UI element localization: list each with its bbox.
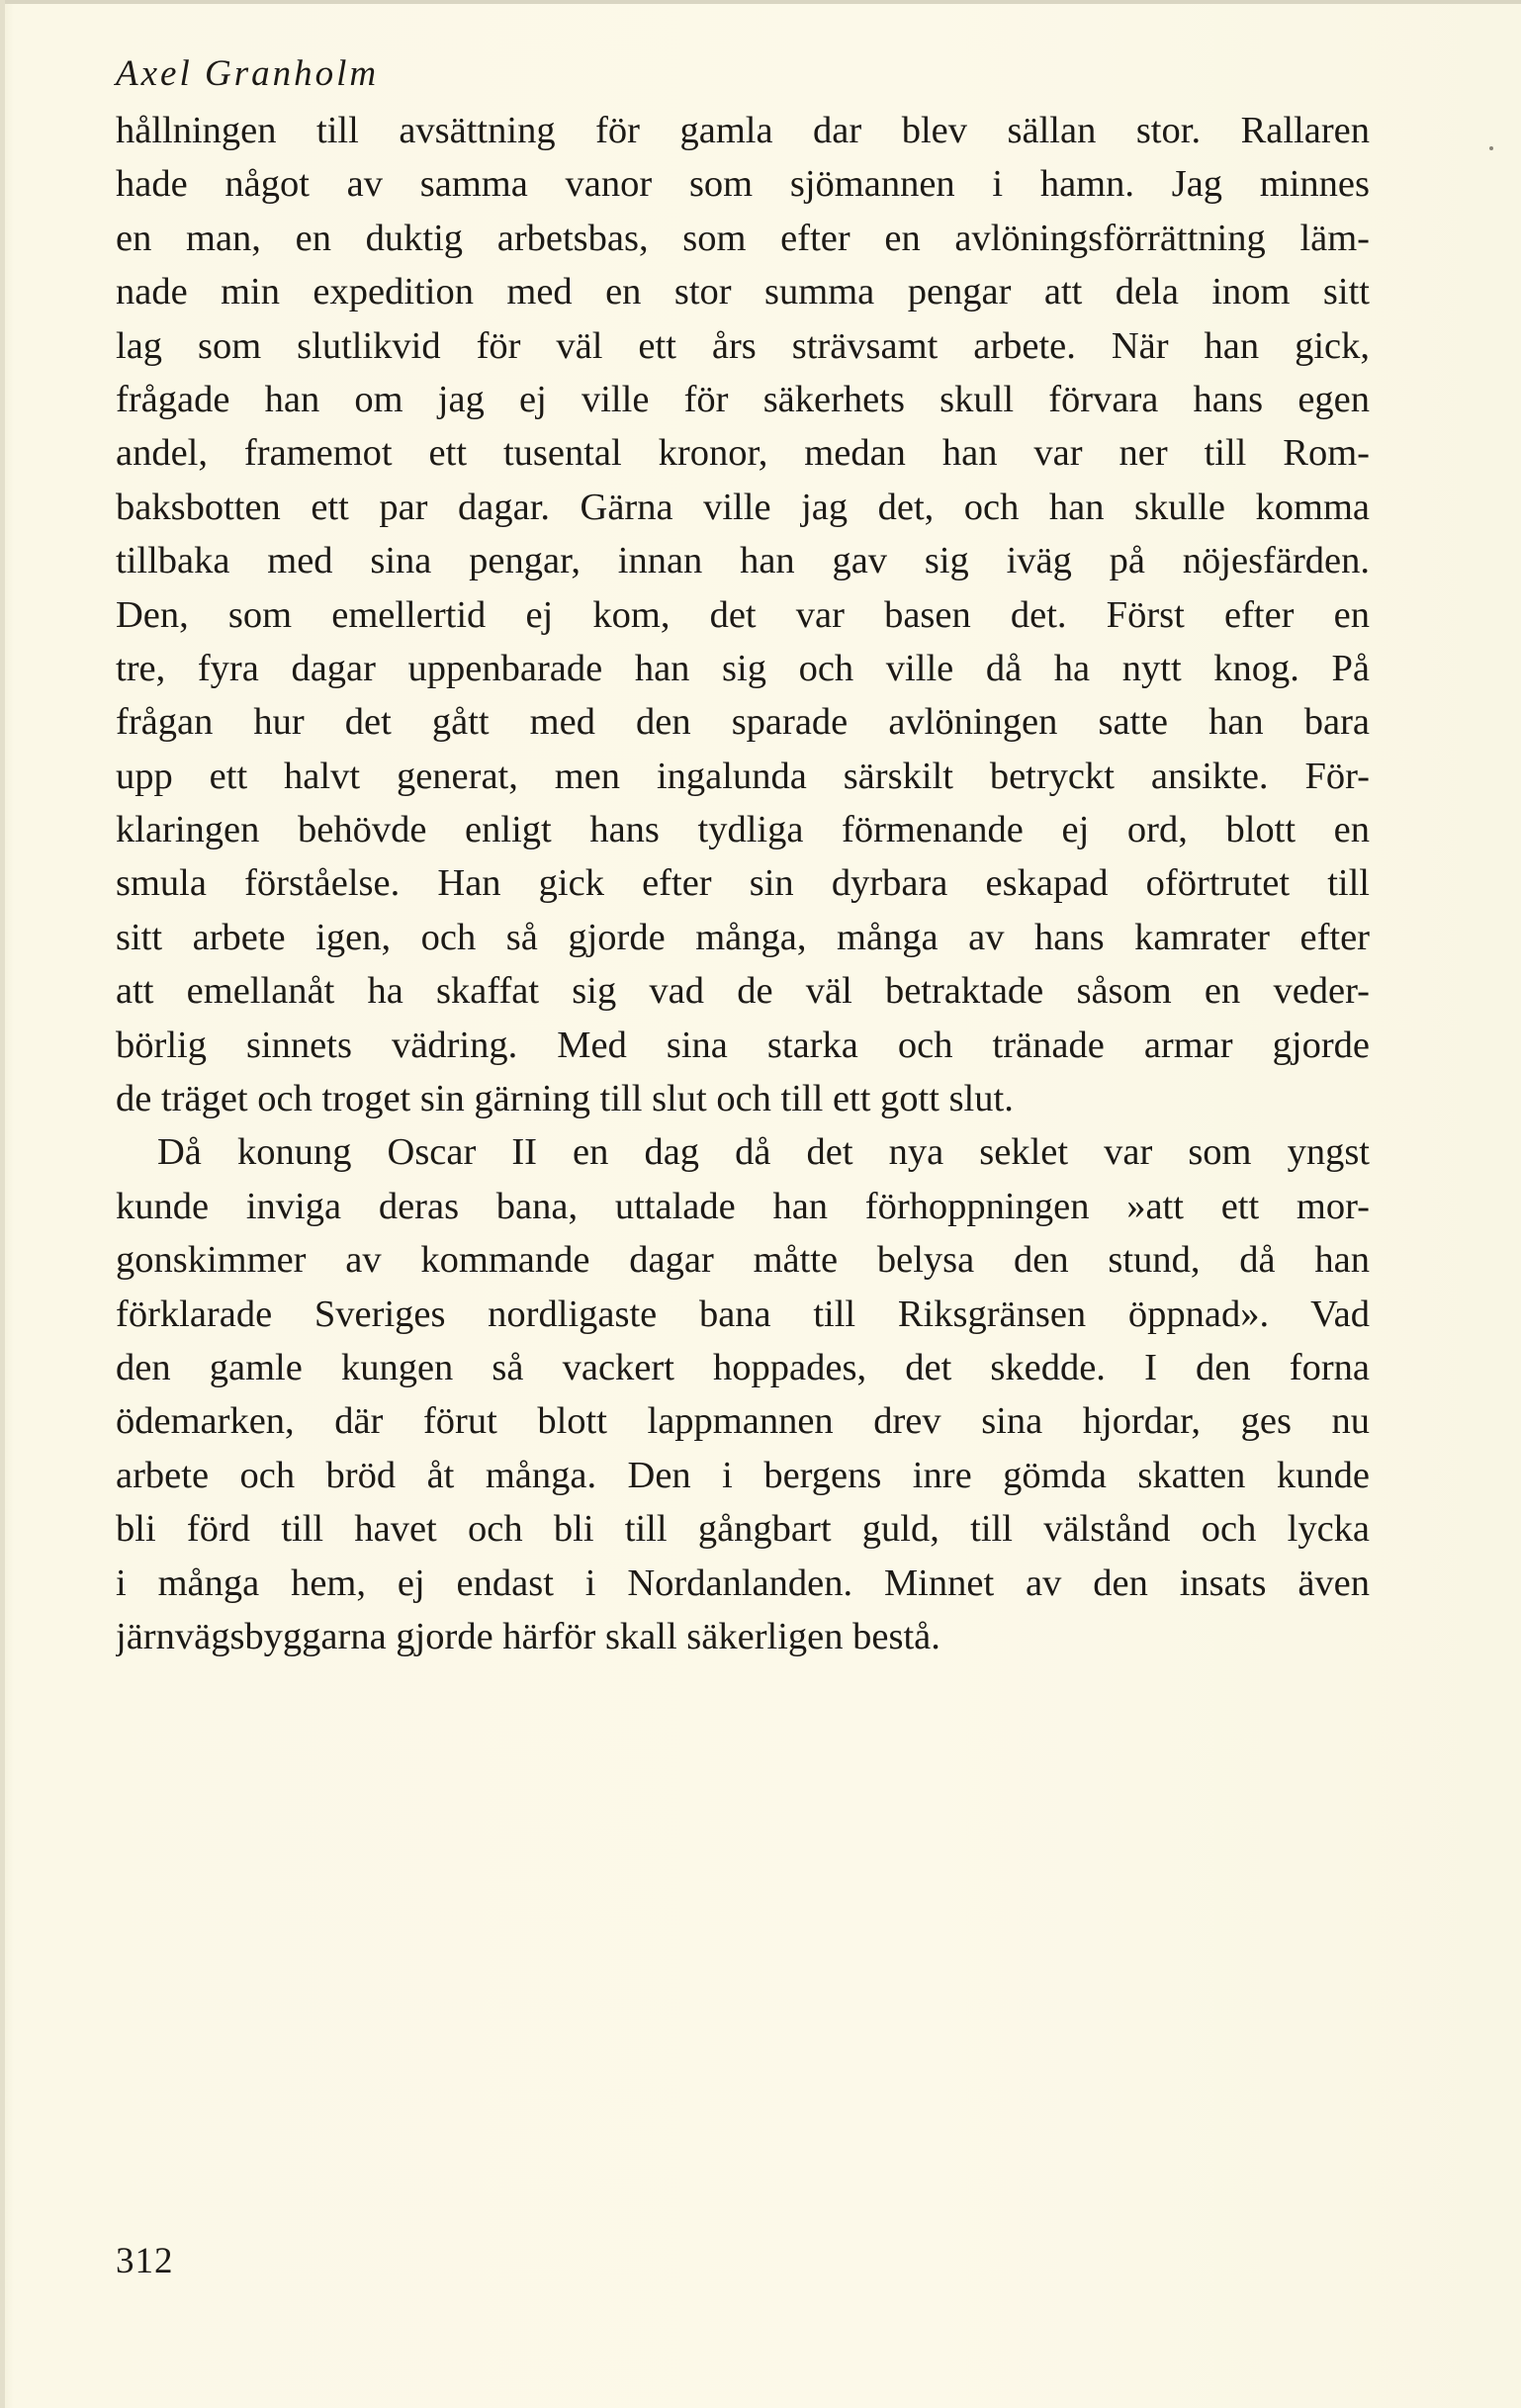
text-line: frågade han om jag ej ville för säkerhets skull förvara hans egen bbox=[116, 378, 1370, 420]
text-line: den gamle kungen så vackert hoppades, det skedde. I den forna bbox=[116, 1346, 1370, 1388]
text-line: järnvägsbyggarna gjorde härför skall säkerligen bestå. bbox=[116, 1615, 940, 1657]
text-line: hade något av samma vanor som sjömannen i hamn. Jag minnes bbox=[116, 163, 1370, 206]
text-line: kunde inviga deras bana, uttalade han förhoppningen »att ett mor- bbox=[116, 1185, 1370, 1227]
text-line: i många hem, ej endast i Nordanlanden. Minnet av den insats även bbox=[116, 1561, 1370, 1604]
text-line: sitt arbete igen, och så gjorde många, många av hans kamrater efter bbox=[116, 916, 1370, 958]
page-number: 312 bbox=[116, 2241, 174, 2281]
text-line: Den, som emellertid ej kom, det var basen det. Först efter en bbox=[116, 593, 1370, 636]
text-line: att emellanåt ha skaffat sig vad de väl betraktade såsom en veder- bbox=[116, 970, 1370, 1013]
text-line: förklarade Sveriges nordligaste bana till Riksgränsen öppnad». Vad bbox=[116, 1293, 1370, 1335]
text-line: hållningen till avsättning för gamla dar blev sällan stor. Rallaren bbox=[116, 110, 1370, 151]
page-binding-edge bbox=[0, 0, 5, 2408]
paragraph bbox=[116, 1125, 1370, 1663]
text-line: tillbaka med sina pengar, innan han gav sig iväg på nöjesfärden. bbox=[116, 540, 1370, 582]
text-line: Då konung Oscar II en dag då det nya seklet var som yngst bbox=[157, 1131, 1370, 1174]
text-line: tre, fyra dagar uppenbarade han sig och ville då ha nytt knog. På bbox=[116, 647, 1370, 689]
text-line: de träget och troget sin gärning till slut och till ett gott slut. bbox=[116, 1078, 1014, 1120]
page-top-edge bbox=[0, 0, 1521, 4]
text-line: upp ett halvt generat, men ingalunda särskilt betryckt ansikte. För- bbox=[116, 755, 1370, 797]
text-line: lag som slutlikvid för väl ett års strävsamt arbete. När han gick, bbox=[116, 324, 1370, 367]
text-line: frågan hur det gått med den sparade avlöningen satte han bara bbox=[116, 701, 1370, 744]
running-head-author: Axel Granholm bbox=[116, 53, 380, 94]
paragraph bbox=[116, 104, 1370, 1125]
text-line: gonskimmer av kommande dagar måtte belysa den stund, då han bbox=[116, 1239, 1370, 1282]
text-line: en man, en duktig arbetsbas, som efter en avlöningsförrättning läm- bbox=[116, 217, 1370, 259]
text-line: andel, framemot ett tusental kronor, medan han var ner till Rom- bbox=[116, 432, 1370, 475]
text-line: ödemarken, där förut blott lappmannen drev sina hjordar, ges nu bbox=[116, 1400, 1370, 1443]
body-text bbox=[116, 104, 1370, 1663]
text-line: baksbotten ett par dagar. Gärna ville jag det, och han skulle komma bbox=[116, 486, 1370, 528]
paper-speck bbox=[1489, 146, 1493, 150]
text-line: smula förståelse. Han gick efter sin dyrbara eskapad oförtrutet till bbox=[116, 862, 1370, 905]
text-line: arbete och bröd åt många. Den i bergens inre gömda skatten kunde bbox=[116, 1454, 1370, 1496]
text-line: nade min expedition med en stor summa pengar att dela inom sitt bbox=[116, 271, 1370, 313]
text-line: börlig sinnets vädring. Med sina starka och tränade armar gjorde bbox=[116, 1024, 1370, 1066]
text-line: bli förd till havet och bli till gångbart guld, till välstånd och lycka bbox=[116, 1508, 1370, 1551]
text-line: klaringen behövde enligt hans tydliga förmenande ej ord, blott en bbox=[116, 809, 1370, 851]
